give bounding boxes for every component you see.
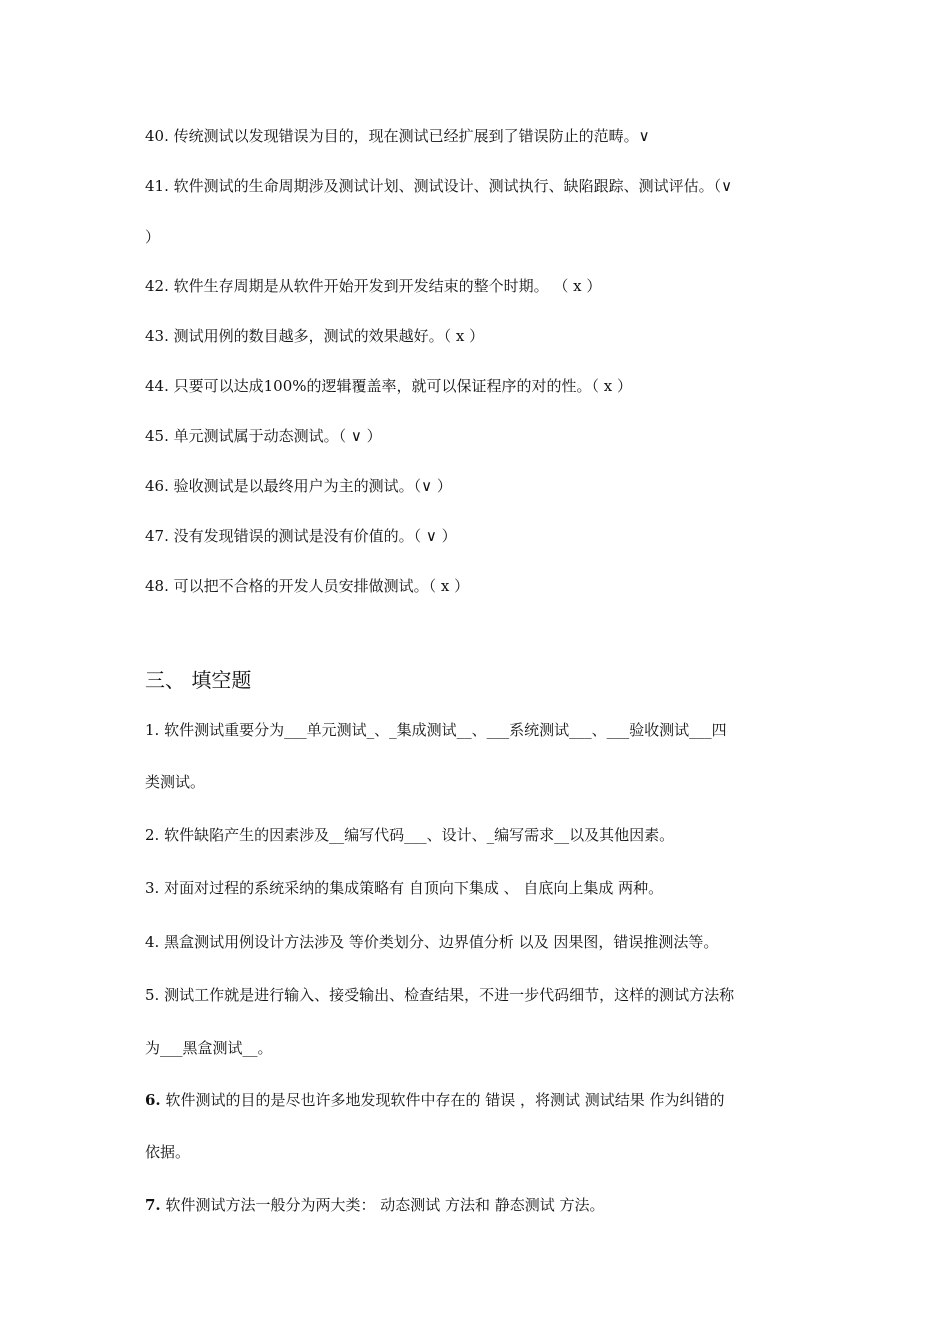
fill-item-6-continued — [145, 1142, 815, 1162]
fill-item-5-continued: 为___黑盒测试__。 — [145, 1039, 273, 1057]
judgement-item-41: 41. 软件测试的生命周期涉及测试计划、测试设计、测试执行、缺陷跟踪、测试评估。（∨ — [145, 177, 733, 195]
fill-item-5: 5. 测试工作就是进行输入、接受输出、检查结果，不进一步代码细节，这样的测试方法称 — [145, 986, 735, 1004]
fill-item-1-continued: 类测试。 — [145, 773, 206, 791]
judgement-item-44: 44. 只要可以达成100%的逻辑覆盖率，就可以保证程序的对的性。（ x ） — [145, 377, 633, 395]
item-text: 软件测试的目的是尽也许多地发现软件中存在的 错误 ，将测试 测试结果 作为纠错的 — [160, 1091, 725, 1109]
judgement-item-47: 47. 没有发现错误的测试是没有价值的。（ ∨ ） — [145, 527, 457, 545]
fill-item-4: 4. 黑盒测试用例设计方法涉及 等价类划分、边界值分析 以及 因果图，错误推测法等。 — [145, 933, 719, 951]
item-text: 软件测试方法一般分为两大类： 动态测试 方法和 静态测试 方法。 — [160, 1196, 605, 1214]
judgement-item-43: 43. 测试用例的数目越多，测试的效果越好。（ x ） — [145, 327, 485, 345]
fill-item-3: 3. 对面对过程的系统采纳的集成策略有 自顶向下集成 、 自底向上集成 两种。 — [145, 879, 664, 897]
item-number: 6. — [145, 1091, 161, 1109]
judgement-item-42: 42. 软件生存周期是从软件开始开发到开发结束的整个时期。 （ x ） — [145, 277, 602, 295]
judgement-item-40: 40. 传统测试以发现错误为目的，现在测试已经扩展到了错误防止的范畴。∨ — [145, 127, 650, 145]
fill-item-6 — [145, 1090, 815, 1110]
fill-item-1: 1. 软件测试重要分为___单元测试_、_集成测试__、___系统测试___、___验收测试___四 — [145, 721, 727, 739]
judgement-item-41-continued: ） — [145, 228, 161, 246]
section-title: 三、 填空题 — [145, 668, 252, 692]
item-text: 依据。 — [145, 1143, 191, 1161]
item-number: 7. — [145, 1196, 161, 1214]
fill-item-7 — [145, 1195, 815, 1215]
fill-item-2: 2. 软件缺陷产生的因素涉及__编写代码___、设计、_编写需求__以及其他因素。 — [145, 826, 675, 844]
judgement-item-46: 46. 验收测试是以最终用户为主的测试。（∨ ） — [145, 477, 452, 495]
judgement-item-48: 48. 可以把不合格的开发人员安排做测试。（ x ） — [145, 577, 470, 595]
judgement-item-45: 45. 单元测试属于动态测试。（ ∨ ） — [145, 427, 382, 445]
